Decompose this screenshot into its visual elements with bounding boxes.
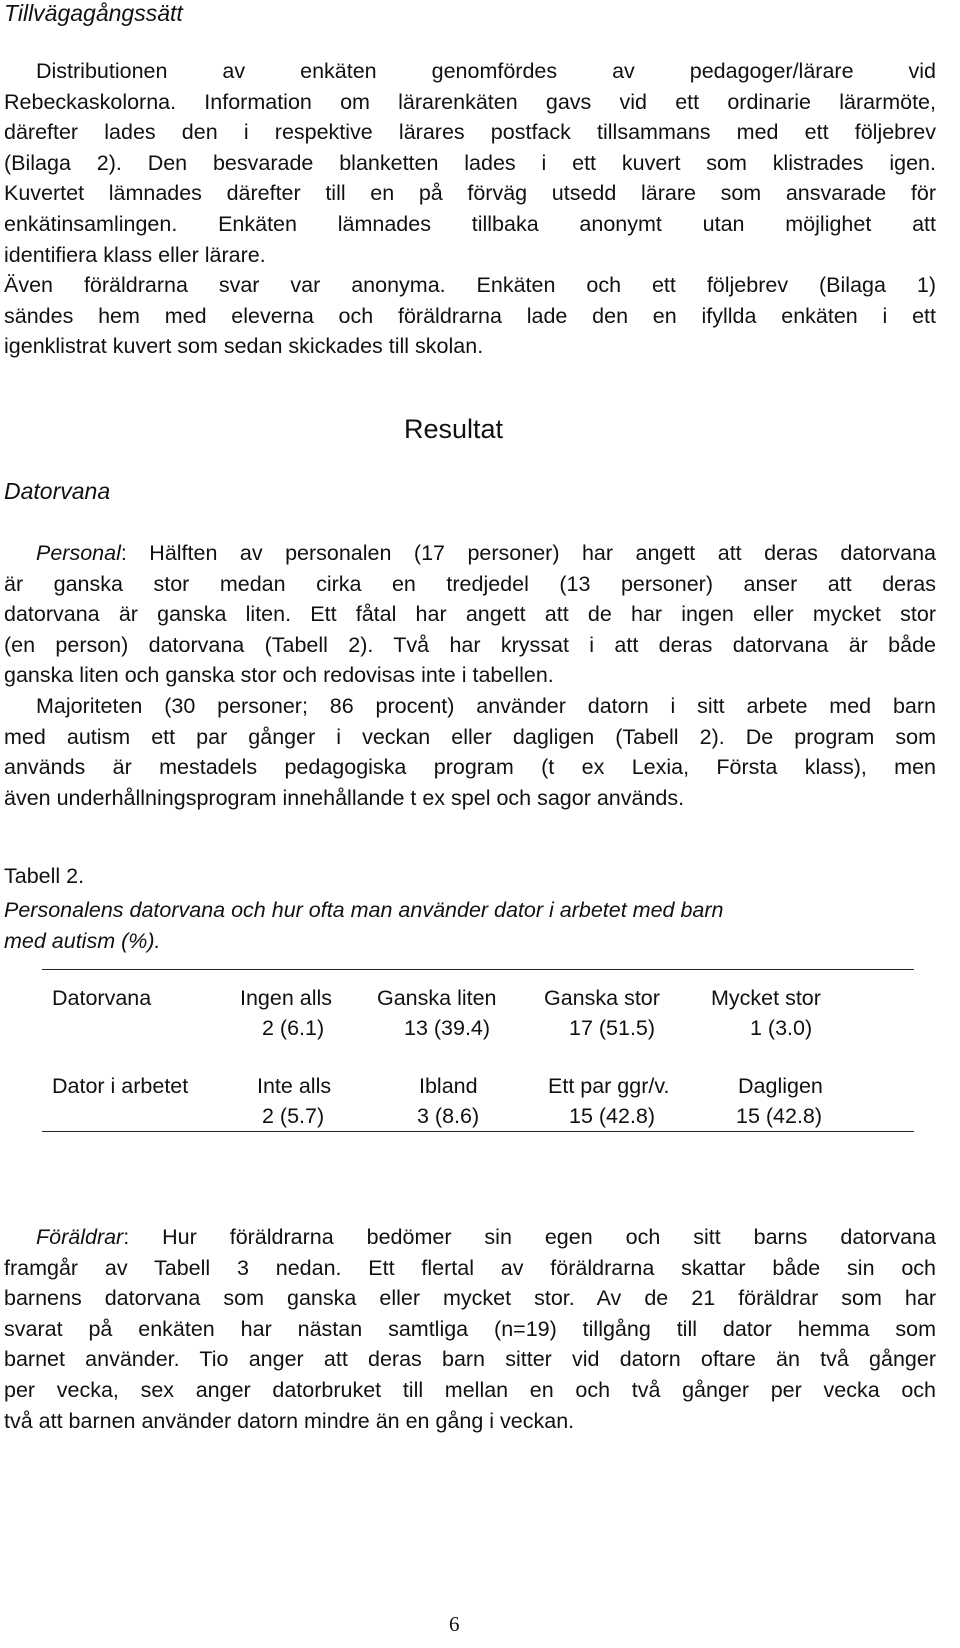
text-line: är ganska stor medan cirka en tredjedel (13 personer) anser att deras (4, 571, 936, 596)
text-line: igenklistrat kuvert som sedan skickades till skolan. (4, 334, 484, 359)
table-cell: 1 (3.0) (750, 1016, 813, 1040)
table-col-header: Inte alls (257, 1074, 332, 1098)
table-label: Tabell 2. (4, 864, 85, 888)
text-line: barnet använder. Tio anger att deras barn sitter vid datorn oftare än två gånger (4, 1347, 936, 1372)
section-heading: Tillvägagångssätt (4, 0, 183, 26)
caption-line: Personalens datorvana och hur ofta man använder dator i arbetet med barn (4, 898, 724, 922)
table-col-header: Ett par ggr/v. (548, 1074, 670, 1098)
table-bottom-rule (42, 1131, 914, 1132)
table-cell: 15 (42.8) (569, 1104, 656, 1128)
text-line: Rebeckaskolorna. Information om lärarenkäten gavs vid ett ordinarie lärarmöte, (4, 89, 936, 114)
text-line: används är mestadels pedagogiska program (t ex Lexia, Första klass), men (4, 755, 936, 780)
text-line: datorvana är ganska liten. Ett fåtal har angett att de har ingen eller mycket stor (4, 602, 936, 627)
text-fragment: : Hälften av personalen (17 personer) har angett att deras datorvana (120, 541, 936, 565)
text-line: ganska liten och ganska stor och redovisas inte i tabellen. (4, 663, 554, 688)
personal-label: Personal (36, 541, 121, 565)
text-line: svarat på enkäten har nästan samtliga (n=19) tillgång till dator hemma som (4, 1316, 936, 1341)
text-line: (en person) datorvana (Tabell 2). Två har kryssat i att deras datorvana är både (4, 632, 936, 657)
table-cell: 2 (5.7) (262, 1104, 325, 1128)
text-line: Även föräldrarna svar var anonyma. Enkäten och ett följebrev (Bilaga 1) (4, 273, 936, 298)
text-line: Majoriteten (30 personer; 86 procent) använder datorn i sitt arbete med barn (36, 693, 936, 718)
table-caption (4, 895, 934, 956)
text-line: med autism ett par gånger i veckan eller dagligen (Tabell 2). De program som (4, 724, 936, 749)
text-line: sändes hem med eleverna och föräldrarna lade den en ifyllda enkäten i ett (4, 303, 936, 328)
text-line: även underhållningsprogram innehållande t ex spel och sagor används. (4, 785, 685, 810)
text-line: per vecka, sex anger datorbruket till mellan en och två gånger per vecka och (4, 1377, 936, 1402)
table-col-header: Dagligen (738, 1074, 823, 1098)
caption-line: med autism (%). (4, 928, 161, 953)
table-cell: 3 (8.6) (417, 1104, 480, 1128)
text-line: därefter lades den i respektive lärares postfack tillsammans med ett följebrev (4, 120, 936, 145)
text-line: (Bilaga 2). Den besvarade blanketten lades i ett kuvert som klistrades igen. (4, 150, 936, 175)
table-row-header: Dator i arbetet (52, 1074, 189, 1098)
table-col-header: Ingen alls (240, 986, 333, 1010)
table-col-header: Ganska stor (544, 986, 660, 1010)
table-cell: 13 (39.4) (404, 1016, 491, 1040)
table-col-header: Ganska liten (377, 986, 497, 1010)
table-cell: 2 (6.1) (262, 1016, 325, 1040)
text-line: identifiera klass eller lärare. (4, 242, 266, 267)
text-line: två att barnen använder datorn mindre än en gång i veckan. (4, 1408, 575, 1433)
text-line: Kuvertet lämnades därefter till en på förväg utsedd lärare som ansvarade för (4, 181, 936, 206)
text-line (4, 538, 936, 569)
table-top-rule (42, 969, 914, 970)
text-line (4, 1222, 936, 1253)
table-cell: 15 (42.8) (736, 1104, 823, 1128)
text-line: Distributionen av enkäten genomfördes av pedagoger/lärare vid (36, 59, 936, 83)
method-paragraph (4, 56, 936, 362)
table-col-header: Ibland (419, 1074, 478, 1098)
results-subheading: Datorvana (4, 478, 111, 504)
text-line: framgår av Tabell 3 nedan. Ett flertal av föräldrarna skattar både sin och (4, 1255, 936, 1280)
table-col-header: Mycket stor (711, 986, 821, 1010)
text-line: barnens datorvana som ganska eller mycket stor. Av de 21 föräldrar som har (4, 1286, 936, 1311)
parents-label: Föräldrar (36, 1225, 124, 1249)
parents-paragraph (4, 1222, 936, 1436)
table-row-header: Datorvana (52, 986, 152, 1010)
page-number: 6 (449, 1612, 460, 1636)
text-line: enkätinsamlingen. Enkäten lämnades tillbaka anonymt utan möjlighet att (4, 211, 936, 236)
table-cell: 17 (51.5) (569, 1016, 656, 1040)
personal-paragraph (4, 538, 936, 813)
results-title: Resultat (404, 414, 504, 444)
text-fragment: : Hur föräldrarna bedömer sin egen och sitt barns datorvana (123, 1225, 936, 1249)
